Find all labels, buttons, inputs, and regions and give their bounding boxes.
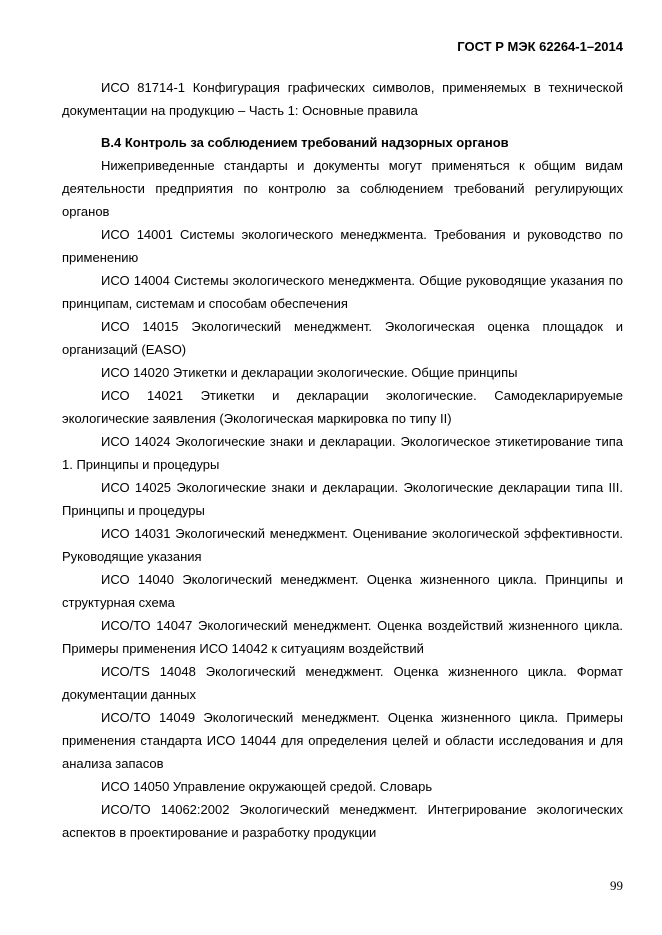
- reference-item: ИСО/ТО 14047 Экологический менеджмент. Оценка воздействий жизненного цикла. Примеры применения ИСО 14042 к ситуациям воздействий: [62, 618, 623, 656]
- reference-item: ИСО 14001 Системы экологического менеджмента. Требования и руководство по применению: [62, 227, 623, 265]
- reference-item: ИСО 14015 Экологический менеджмент. Экологическая оценка площадок и организаций (EASO): [62, 319, 623, 357]
- reference-item: ИСО 14020 Этикетки и декларации экологические. Общие принципы: [101, 365, 518, 380]
- document-header: ГОСТ Р МЭК 62264-1–2014: [457, 39, 623, 54]
- reference-item: ИСО 14031 Экологический менеджмент. Оценивание экологической эффективности. Руководящие указания: [62, 526, 623, 564]
- section-intro: Нижеприведенные стандарты и документы могут применяться к общим видам деятельности предприятия по контролю за соблюдением требований регулирующих органов: [62, 158, 623, 219]
- reference-item: ИСО/ТО 14049 Экологический менеджмент. Оценка жизненного цикла. Примеры применения стандарта ИСО 14044 для определения целей и области исследования и для анализа запасов: [62, 710, 623, 771]
- reference-item: ИСО 14040 Экологический менеджмент. Оценка жизненного цикла. Принципы и структурная схема: [62, 572, 623, 610]
- reference-item: ИСО 14024 Экологические знаки и декларации. Экологическое этикетирование типа 1. Принципы и процедуры: [62, 434, 623, 472]
- section-heading: В.4 Контроль за соблюдением требований надзорных органов: [101, 135, 509, 150]
- page-number: 99: [610, 878, 623, 893]
- reference-item: ИСО/TS 14048 Экологический менеджмент. Оценка жизненного цикла. Формат документации данных: [62, 664, 623, 702]
- reference-item: ИСО 81714-1 Конфигурация графических символов, применяемых в технической документации на продукцию – Часть 1: Основные правила: [62, 80, 623, 118]
- document-body: [62, 76, 623, 844]
- reference-item: ИСО 14004 Системы экологического менеджмента. Общие руководящие указания по принципам, системам и способам обеспечения: [62, 273, 623, 311]
- reference-item: ИСО 14025 Экологические знаки и декларации. Экологические декларации типа III. Принципы и процедуры: [62, 480, 623, 518]
- reference-item: ИСО 14021 Этикетки и декларации экологические. Самодекларируемые экологические заявления (Экологическая маркировка по типу II): [62, 388, 623, 426]
- reference-item: ИСО/ТО 14062:2002 Экологический менеджмент. Интегрирование экологических аспектов в проектирование и разработку продукции: [62, 802, 623, 840]
- reference-item: ИСО 14050 Управление окружающей средой. Словарь: [101, 779, 433, 794]
